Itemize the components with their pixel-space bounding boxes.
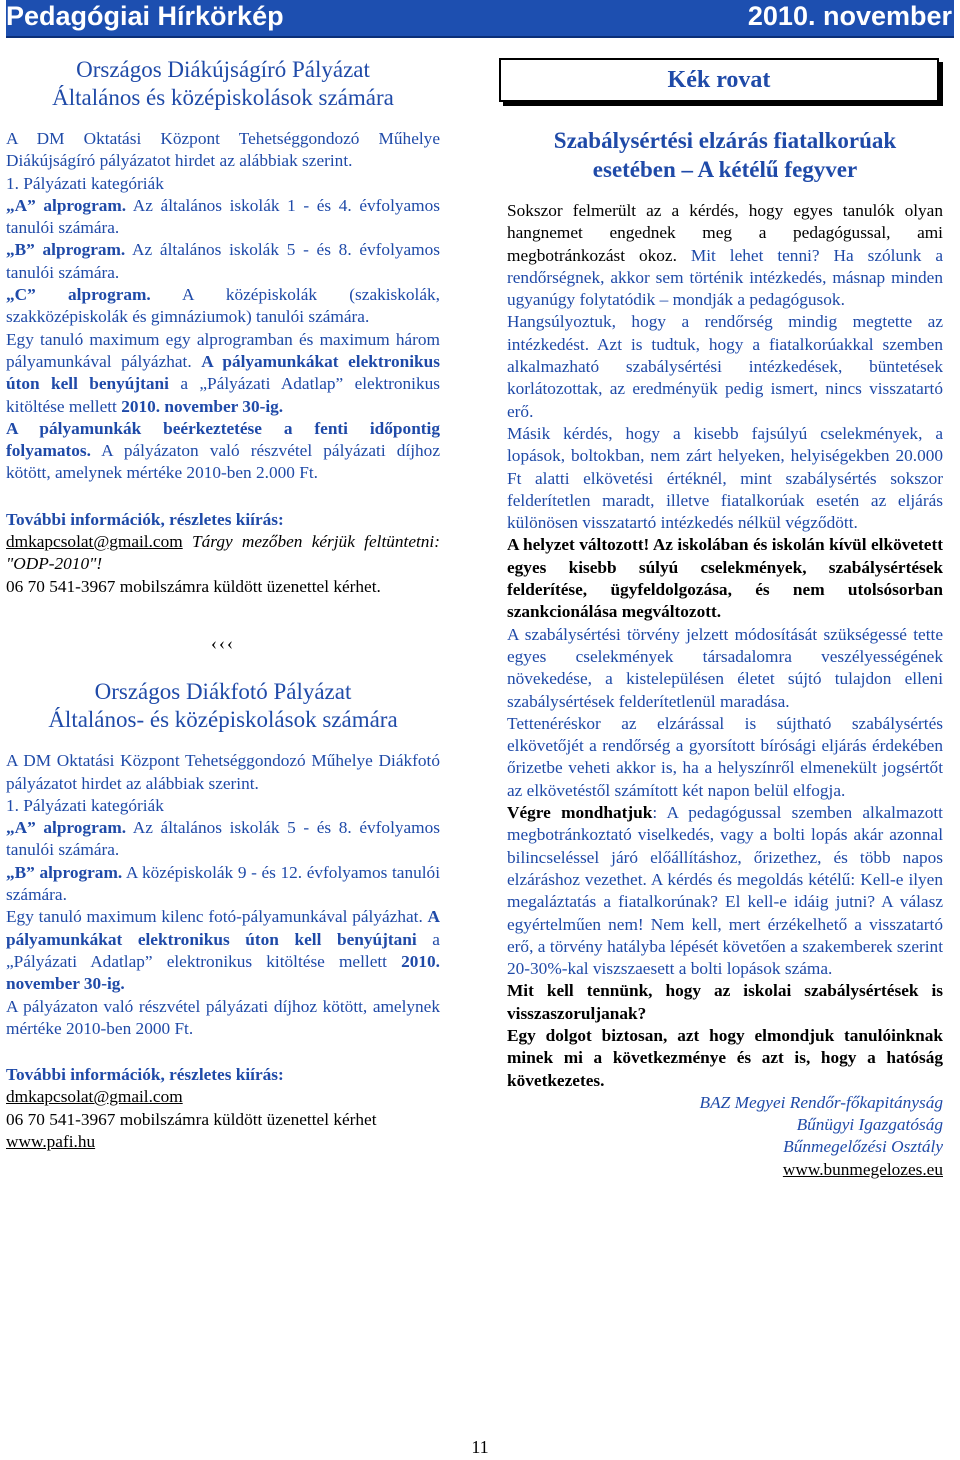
issue-date: 2010. november: [747, 1, 952, 31]
article2-intro: A DM Oktatási Központ Tehetséggondozó Műhelye Diákfotó pályázatot hirdet az alábbiak szerint.: [6, 751, 440, 793]
question-2: Egy dolgot biztosan, azt hogy elmondjuk tanulóinknak minek mi a következménye és azt is, hogy a hatóság következetes.: [507, 1025, 943, 1090]
phone-line-2: 06 70 541-3967 mobilszámra küldött üzenettel kérhet: [6, 1109, 377, 1129]
entry-rules: Egy tanuló maximum egy alprogramban és maximum három pályamunkával pályázhat. A pályamunkákat elektronikus úton kell benyújtani a „Pályázati Adatlap” elektronikus kitöltése mellett 2010. november 30-ig.: [6, 329, 440, 416]
category-c: „C” alprogram. A középiskolák (szakiskolák, szakközépiskolák és gimnáziumok) tanulói számára.: [6, 285, 440, 327]
entry-rules-2: Egy tanuló maximum kilenc fotó-pályamunkával pályázhat. A pályamunkákat elektronikus úton kell benyújtani a „Pályázati Adatlap” elektronikus kitöltése mellett 2010. november 30-ig.: [6, 907, 440, 994]
question-1: Mit kell tennünk, hogy az iskolai szabálysértések is visszaszoruljanak?: [507, 981, 943, 1023]
paragraph-7: Végre mondhatjuk: A pedagógussal szemben alkalmazott megbotránkoztató viselkedés, vagy a bolti lopás akár azonnal bilincseléssel járó előállításhoz, őrizethez, és több napos elzáráshoz vezethet. A kérdés és megoldás kétélű: Kell-e ilyen megaláztatás a fiatalkorúnak? El kell-e idáig jutni? A válasz egyértelműen nem! Nem kell, mert érzékelhető a visszatartó erő, a törvény hatályba lépését követően a szakemberek szerint 20-30%-kal viszszaesett a bolti lopások száma.: [507, 803, 943, 979]
left-column: [6, 56, 440, 1153]
paragraph-1: Sokszor felmerült az a kérdés, hogy egyes tanulók olyan hangnemet engednek meg a pedagógussal, ami megbotránkozást okoz. Mit lehet tenni? Ha szólunk a rendőrségnek, akkor sem történik intézkedés, másnap minden ugyanúgy folytatódik – mondják a pedagógusok.: [507, 201, 943, 310]
article2-title: Országos Diákfotó Pályázat Általános- és középiskolások számára: [48, 679, 398, 733]
signature-link[interactable]: www.bunmegelozes.eu: [782, 1159, 943, 1179]
fee-paragraph: A pályamunkák beérkeztetése a fenti időpontig folyamatos. A pályázaton való részvétel pályázati díjhoz kötött, amelynek mértéke 2010-ben 2.000 Ft.: [6, 418, 440, 483]
contact-line: dmkapcsolat@gmail.com Tárgy mezőben kérjük feltüntetni: "ODP-2010"!: [6, 532, 440, 574]
article1-intro: A DM Oktatási Központ Tehetséggondozó Műhelye Diákújságíró pályázatot hirdet az alábbiak szerint.: [6, 129, 440, 171]
paragraph-3: Másik kérdés, hogy a kisebb fajsúlyú cselekmények, a lopások, boltokban, nem zárt helyeken, helyiségekben 20.000 Ft alatti elkövetési értéknél, mint szabálysértés sokszor felderítetlen maradt, illetve fiatalkorúak esetén az eljárás különösen visszatartó intézkedés nélkül végződött.: [507, 423, 943, 533]
category-b: „B” alprogram. Az általános iskolák 5 - és 8. évfolyamos tanulói számára.: [6, 240, 440, 282]
article1-title: Országos Diákújságíró Pályázat Általános és középiskolások számára: [52, 57, 394, 110]
email-link-2[interactable]: dmkapcsolat@gmail.com: [6, 1087, 183, 1107]
section-box-title: Kék rovat: [667, 66, 771, 93]
signature-line-2: Bűnügyi Igazgatóság: [796, 1115, 943, 1135]
email-link[interactable]: dmkapcsolat@gmail.com: [6, 532, 183, 552]
page-number: 11: [471, 1437, 489, 1457]
info-heading: További információk, részletes kiírás:: [6, 509, 284, 529]
category2-b: „B” alprogram. A középiskolák 9 - és 12. évfolyamos tanulói számára.: [6, 862, 440, 905]
categories-heading: 1. Pályázati kategóriák: [6, 173, 164, 193]
right-column: [507, 56, 943, 1181]
paragraph-6: Tettenéréskor az elzárással is sújtható szabálysértés elkövetőjét a rendőrség a gyorsított bírósági eljárás érdekében őrizetbe veheti akkor is, ha a helyszínről elmenekült jogsértőt az elkövetéstől számított két napon belül elfogja.: [507, 713, 943, 800]
signature-url: [507, 1159, 943, 1181]
category-a: „A” alprogram. Az általános iskolák 1 - és 4. évfolyamos tanulói számára.: [6, 195, 440, 238]
signature-line-3: Bűnmegelőzési Osztály: [783, 1137, 943, 1157]
section-box: [499, 58, 939, 102]
website-line: [6, 1131, 440, 1153]
article3-title: Szabálysértési elzárás fiatalkorúak esetében – A kétélű fegyver: [553, 128, 897, 182]
paragraph-2: Hangsúlyoztuk, hogy a rendőrség mindig megtette az intézkedést. Azt is tudtuk, hogy a fiatalkorúakkal szemben alkalmazható szabálysértési intézkedések, büntetések korlátozottak, az eredményük pedig ismert, nincs visszatartó erő.: [507, 312, 943, 421]
fee-paragraph-2: A pályázaton való részvétel pályázati díjhoz kötött, amelynek mértéke 2010-ben 2000 Ft.: [6, 996, 440, 1038]
page-header: [6, 0, 954, 38]
separator-ornament: ‹‹‹: [211, 632, 235, 653]
paragraph-5: A szabálysértési törvény jelzett módosítását szükségessé tette egyes cselekmények társadalomra veszélyességének növekedése, a kistelepülésen életet sújtó tulajdon elleni szabálysértések felderítetlenül maradása.: [507, 624, 943, 711]
signature-line-1: BAZ Megyei Rendőr-főkapitányság: [699, 1092, 943, 1112]
website-link[interactable]: www.pafi.hu: [6, 1131, 96, 1151]
contact-line-2: [6, 1086, 440, 1108]
phone-line: 06 70 541-3967 mobilszámra küldött üzenettel kérhet.: [6, 576, 381, 596]
category2-a: „A” alprogram. Az általános iskolák 5 - és 8. évfolyamos tanulói számára.: [6, 818, 440, 860]
categories-heading-2: 1. Pályázati kategóriák: [6, 795, 164, 815]
paragraph-4: A helyzet változott! Az iskolában és iskolán kívül elkövetett egyes kisebb súlyú cselekmények, szabálysértések felderítése, ügyfeldolgozása, és nem utolsósorban szankcionálása megváltozott.: [507, 535, 943, 622]
info-heading-2: További információk, részletes kiírás:: [6, 1065, 284, 1085]
publication-title: Pedagógiai Hírkörkép: [6, 1, 284, 31]
